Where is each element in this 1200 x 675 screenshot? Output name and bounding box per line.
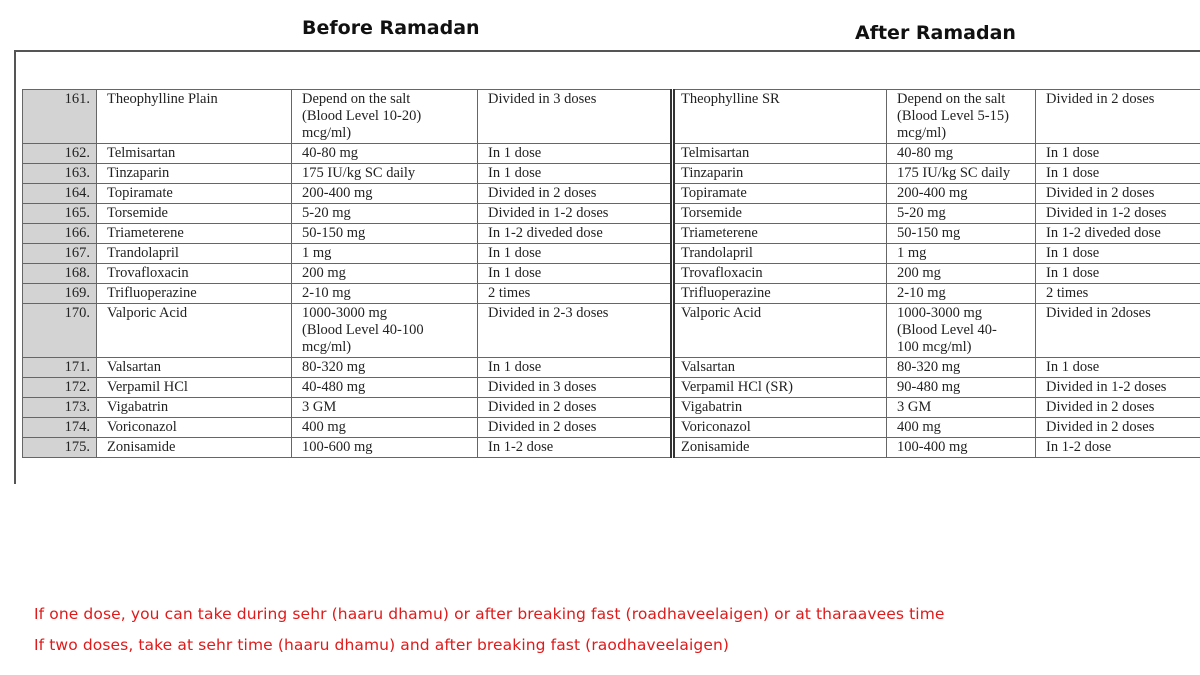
table-row bbox=[23, 418, 1200, 438]
before-schedule-cell: In 1-2 dose bbox=[478, 438, 673, 458]
before-schedule-cell: Divided in 3 doses bbox=[478, 90, 673, 144]
before-schedule-cell: In 1 dose bbox=[478, 264, 673, 284]
before-dose-cell: 1 mg bbox=[292, 244, 478, 264]
after-drug-name-cell: Valporic Acid bbox=[673, 304, 887, 358]
after-schedule-cell: Divided in 2doses bbox=[1036, 304, 1200, 358]
before-drug-name-cell: Topiramate bbox=[97, 184, 292, 204]
after-drug-name-cell: Theophylline SR bbox=[673, 90, 887, 144]
after-schedule-cell: 2 times bbox=[1036, 284, 1200, 304]
dosing-note-one-dose: If one dose, you can take during sehr (haaru dhamu) or after breaking fast (roadhaveelaigen) or at tharaavees time bbox=[34, 605, 945, 623]
after-ramadan-heading: After Ramadan bbox=[855, 22, 1016, 44]
after-dose-cell: 5-20 mg bbox=[887, 204, 1036, 224]
row-number-cell: 164. bbox=[23, 184, 97, 204]
after-dose-cell: 90-480 mg bbox=[887, 378, 1036, 398]
table-row bbox=[23, 90, 1200, 144]
before-schedule-cell: In 1 dose bbox=[478, 144, 673, 164]
table-row bbox=[23, 164, 1200, 184]
before-dose-cell: 40-480 mg bbox=[292, 378, 478, 398]
table-row bbox=[23, 204, 1200, 224]
row-number-cell: 167. bbox=[23, 244, 97, 264]
before-dose-cell: 200-400 mg bbox=[292, 184, 478, 204]
after-drug-name-cell: Vigabatrin bbox=[673, 398, 887, 418]
medication-comparison-table bbox=[22, 89, 1200, 458]
row-number-cell: 171. bbox=[23, 358, 97, 378]
after-drug-name-cell: Verpamil HCl (SR) bbox=[673, 378, 887, 398]
after-schedule-cell: Divided in 2 doses bbox=[1036, 418, 1200, 438]
after-schedule-cell: In 1-2 diveded dose bbox=[1036, 224, 1200, 244]
before-dose-cell: 200 mg bbox=[292, 264, 478, 284]
before-ramadan-heading: Before Ramadan bbox=[302, 17, 480, 39]
before-schedule-cell: Divided in 1-2 doses bbox=[478, 204, 673, 224]
document-frame-left-border bbox=[14, 50, 16, 484]
table-row bbox=[23, 284, 1200, 304]
after-dose-cell: 3 GM bbox=[887, 398, 1036, 418]
before-drug-name-cell: Theophylline Plain bbox=[97, 90, 292, 144]
before-schedule-cell: Divided in 3 doses bbox=[478, 378, 673, 398]
table-row bbox=[23, 358, 1200, 378]
before-dose-cell: 100-600 mg bbox=[292, 438, 478, 458]
before-dose-cell: 40-80 mg bbox=[292, 144, 478, 164]
before-dose-cell: Depend on the salt (Blood Level 10-20) mcg/ml) bbox=[292, 90, 478, 144]
table-row bbox=[23, 398, 1200, 418]
document-frame-top-border bbox=[14, 50, 1200, 52]
before-dose-cell: 2-10 mg bbox=[292, 284, 478, 304]
after-dose-cell: 200-400 mg bbox=[887, 184, 1036, 204]
table-row bbox=[23, 264, 1200, 284]
row-number-cell: 163. bbox=[23, 164, 97, 184]
before-schedule-cell: Divided in 2-3 doses bbox=[478, 304, 673, 358]
before-drug-name-cell: Valsartan bbox=[97, 358, 292, 378]
after-drug-name-cell: Telmisartan bbox=[673, 144, 887, 164]
row-number-cell: 170. bbox=[23, 304, 97, 358]
after-dose-cell: 50-150 mg bbox=[887, 224, 1036, 244]
after-dose-cell: 100-400 mg bbox=[887, 438, 1036, 458]
before-drug-name-cell: Tinzaparin bbox=[97, 164, 292, 184]
table-row bbox=[23, 184, 1200, 204]
row-number-cell: 161. bbox=[23, 90, 97, 144]
row-number-cell: 168. bbox=[23, 264, 97, 284]
after-drug-name-cell: Triameterene bbox=[673, 224, 887, 244]
row-number-cell: 175. bbox=[23, 438, 97, 458]
before-schedule-cell: In 1 dose bbox=[478, 358, 673, 378]
before-drug-name-cell: Zonisamide bbox=[97, 438, 292, 458]
after-dose-cell: 200 mg bbox=[887, 264, 1036, 284]
before-drug-name-cell: Verpamil HCl bbox=[97, 378, 292, 398]
before-drug-name-cell: Trandolapril bbox=[97, 244, 292, 264]
before-schedule-cell: Divided in 2 doses bbox=[478, 418, 673, 438]
before-drug-name-cell: Trifluoperazine bbox=[97, 284, 292, 304]
after-dose-cell: 80-320 mg bbox=[887, 358, 1036, 378]
before-dose-cell: 400 mg bbox=[292, 418, 478, 438]
before-drug-name-cell: Vigabatrin bbox=[97, 398, 292, 418]
after-schedule-cell: In 1 dose bbox=[1036, 358, 1200, 378]
row-number-cell: 162. bbox=[23, 144, 97, 164]
table-row bbox=[23, 304, 1200, 358]
table-row bbox=[23, 244, 1200, 264]
after-dose-cell: Depend on the salt (Blood Level 5-15) mcg/ml) bbox=[887, 90, 1036, 144]
after-schedule-cell: In 1 dose bbox=[1036, 144, 1200, 164]
dosing-note-two-doses: If two doses, take at sehr time (haaru dhamu) and after breaking fast (raodhaveelaigen) bbox=[34, 636, 730, 654]
after-drug-name-cell: Trifluoperazine bbox=[673, 284, 887, 304]
table-row bbox=[23, 224, 1200, 244]
after-drug-name-cell: Tinzaparin bbox=[673, 164, 887, 184]
row-number-cell: 169. bbox=[23, 284, 97, 304]
row-number-cell: 166. bbox=[23, 224, 97, 244]
after-drug-name-cell: Zonisamide bbox=[673, 438, 887, 458]
after-schedule-cell: In 1 dose bbox=[1036, 264, 1200, 284]
row-number-cell: 165. bbox=[23, 204, 97, 224]
after-dose-cell: 400 mg bbox=[887, 418, 1036, 438]
before-dose-cell: 50-150 mg bbox=[292, 224, 478, 244]
before-drug-name-cell: Torsemide bbox=[97, 204, 292, 224]
before-drug-name-cell: Triameterene bbox=[97, 224, 292, 244]
after-schedule-cell: Divided in 1-2 doses bbox=[1036, 204, 1200, 224]
before-drug-name-cell: Telmisartan bbox=[97, 144, 292, 164]
after-schedule-cell: In 1 dose bbox=[1036, 164, 1200, 184]
table-row bbox=[23, 438, 1200, 458]
before-dose-cell: 5-20 mg bbox=[292, 204, 478, 224]
after-schedule-cell: Divided in 2 doses bbox=[1036, 398, 1200, 418]
after-dose-cell: 40-80 mg bbox=[887, 144, 1036, 164]
after-drug-name-cell: Torsemide bbox=[673, 204, 887, 224]
after-schedule-cell: Divided in 2 doses bbox=[1036, 90, 1200, 144]
before-dose-cell: 80-320 mg bbox=[292, 358, 478, 378]
after-dose-cell: 1 mg bbox=[887, 244, 1036, 264]
before-dose-cell: 3 GM bbox=[292, 398, 478, 418]
before-dose-cell: 175 IU/kg SC daily bbox=[292, 164, 478, 184]
table-row bbox=[23, 144, 1200, 164]
after-schedule-cell: In 1 dose bbox=[1036, 244, 1200, 264]
row-number-cell: 172. bbox=[23, 378, 97, 398]
before-drug-name-cell: Trovafloxacin bbox=[97, 264, 292, 284]
table-row bbox=[23, 378, 1200, 398]
after-dose-cell: 2-10 mg bbox=[887, 284, 1036, 304]
before-drug-name-cell: Voriconazol bbox=[97, 418, 292, 438]
after-schedule-cell: Divided in 2 doses bbox=[1036, 184, 1200, 204]
after-drug-name-cell: Voriconazol bbox=[673, 418, 887, 438]
before-drug-name-cell: Valporic Acid bbox=[97, 304, 292, 358]
before-schedule-cell: 2 times bbox=[478, 284, 673, 304]
before-dose-cell: 1000-3000 mg (Blood Level 40-100 mcg/ml) bbox=[292, 304, 478, 358]
after-dose-cell: 1000-3000 mg (Blood Level 40- 100 mcg/ml) bbox=[887, 304, 1036, 358]
after-schedule-cell: In 1-2 dose bbox=[1036, 438, 1200, 458]
after-drug-name-cell: Trandolapril bbox=[673, 244, 887, 264]
before-schedule-cell: In 1-2 diveded dose bbox=[478, 224, 673, 244]
row-number-cell: 174. bbox=[23, 418, 97, 438]
after-drug-name-cell: Topiramate bbox=[673, 184, 887, 204]
after-drug-name-cell: Valsartan bbox=[673, 358, 887, 378]
before-schedule-cell: Divided in 2 doses bbox=[478, 184, 673, 204]
after-drug-name-cell: Trovafloxacin bbox=[673, 264, 887, 284]
before-schedule-cell: In 1 dose bbox=[478, 244, 673, 264]
row-number-cell: 173. bbox=[23, 398, 97, 418]
before-schedule-cell: Divided in 2 doses bbox=[478, 398, 673, 418]
after-dose-cell: 175 IU/kg SC daily bbox=[887, 164, 1036, 184]
before-schedule-cell: In 1 dose bbox=[478, 164, 673, 184]
after-schedule-cell: Divided in 1-2 doses bbox=[1036, 378, 1200, 398]
